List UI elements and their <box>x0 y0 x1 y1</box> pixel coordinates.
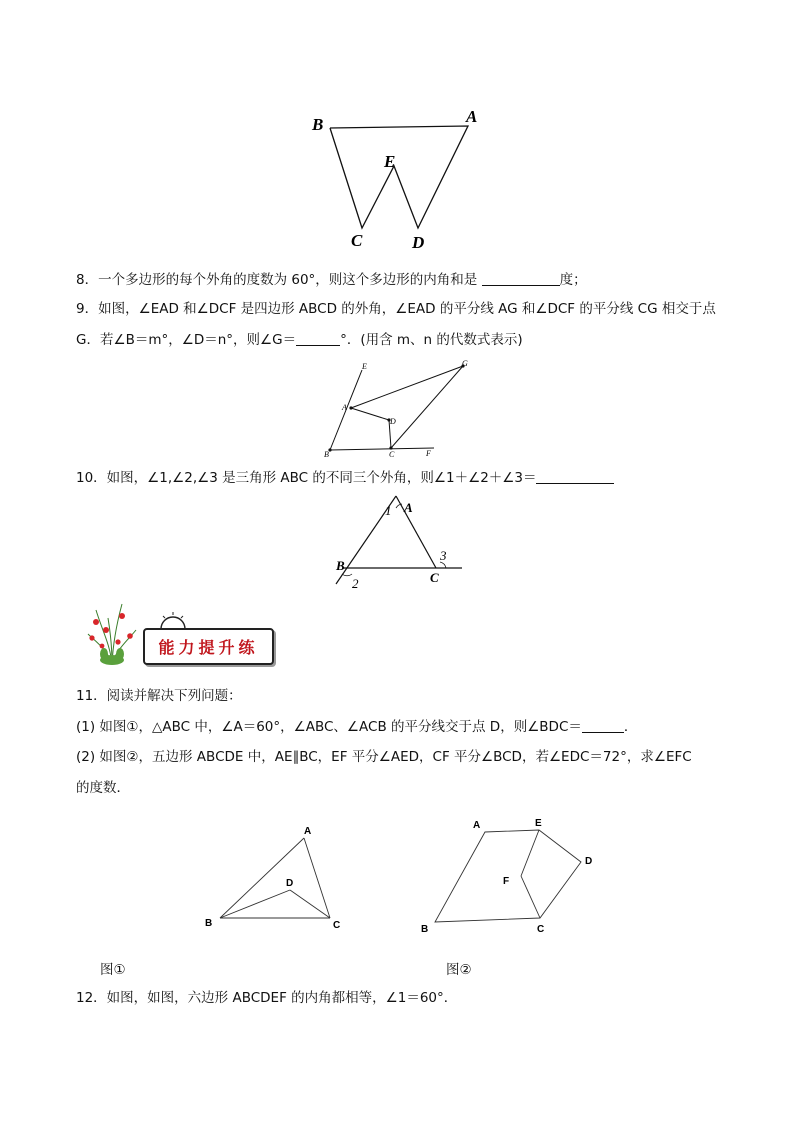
label-a: A <box>342 403 347 412</box>
flower-illustration-icon <box>82 600 142 666</box>
label-a: A <box>304 826 312 837</box>
figure-1-caption: 图① <box>100 962 126 978</box>
label-f: F <box>426 449 431 458</box>
question-12: 12．如图，如图，六边形 ABCDEF 的内角都相等，∠1＝60°． <box>76 990 458 1006</box>
question-9-text-b: °．(用含 m、n 的代数式表示) <box>340 332 523 348</box>
section-banner-title: 能力提升练 <box>158 638 259 657</box>
label-a: A <box>466 107 478 126</box>
answer-blank[interactable] <box>296 331 340 346</box>
label-e: E <box>535 818 542 829</box>
label-c: C <box>333 920 341 931</box>
question-11-part-1 <box>76 717 637 737</box>
label-b: B <box>205 918 213 929</box>
question-8-suffix: 度； <box>559 272 587 288</box>
label-g: G <box>462 359 468 368</box>
answer-blank[interactable] <box>482 271 560 286</box>
question-9-text-a: G．若∠B＝m°，∠D＝n°，则∠G＝ <box>76 332 297 348</box>
label-d: D <box>585 856 593 867</box>
label-a: A <box>473 820 481 831</box>
label-b: B <box>421 924 429 935</box>
question-11-part-1-text: (1) 如图①，△ABC 中，∠A＝60°，∠ABC、∠ACB 的平分线交于点 D，则∠BDC＝ <box>76 719 582 735</box>
label-b: B <box>312 115 324 134</box>
label-e: E <box>384 152 396 171</box>
figure-pentagon <box>415 810 605 938</box>
figure-quadrilateral-bisectors <box>320 358 480 458</box>
label-c: C <box>351 231 363 250</box>
label-d: D <box>412 233 425 252</box>
label-b: B <box>336 558 345 573</box>
figure-2-caption: 图② <box>446 962 472 978</box>
label-c: C <box>430 570 439 585</box>
label-c: C <box>537 924 545 935</box>
label-f: F <box>503 876 510 887</box>
figure-w-shape <box>300 100 500 260</box>
answer-blank[interactable] <box>582 718 624 733</box>
question-11-head: 11．阅读并解决下列问题： <box>76 688 242 704</box>
figure-triangle-exterior-angles <box>330 490 470 590</box>
question-9-line-2 <box>76 330 523 350</box>
label-d: D <box>286 878 294 889</box>
label-d: D <box>390 417 396 426</box>
question-10-text: 10．如图，∠1,∠2,∠3 是三角形 ABC 的不同三个外角，则∠1＋∠2＋∠3＝ <box>76 470 537 486</box>
section-banner <box>143 628 274 665</box>
question-10 <box>76 468 614 488</box>
question-11-part-1-end: ． <box>623 719 638 735</box>
question-8-text: 8．一个多边形的每个外角的度数为 60°，则这个多边形的内角和是 <box>76 272 482 288</box>
label-b: B <box>324 450 329 458</box>
answer-blank[interactable] <box>536 469 614 484</box>
question-11-part-2: (2) 如图②，五边形 ABCDE 中，AE∥BC，EF 平分∠AED，CF 平分∠BCD，若∠EDC＝72°，求∠EFC <box>76 749 692 765</box>
label-e: E <box>362 362 367 371</box>
figure-triangle-bisectors <box>200 818 350 938</box>
label-2: 2 <box>352 576 359 590</box>
label-1: 1 <box>385 503 392 518</box>
question-9-line-1: 9．如图，∠EAD 和∠DCF 是四边形 ABCD 的外角，∠EAD 的平分线 AG 和∠DCF 的平分线 CG 相交于点 <box>76 301 716 317</box>
label-3: 3 <box>440 548 447 563</box>
label-a: A <box>404 500 413 515</box>
question-11-part-2-tail: 的度数． <box>76 780 130 796</box>
label-c: C <box>389 450 395 458</box>
question-8 <box>76 270 587 290</box>
